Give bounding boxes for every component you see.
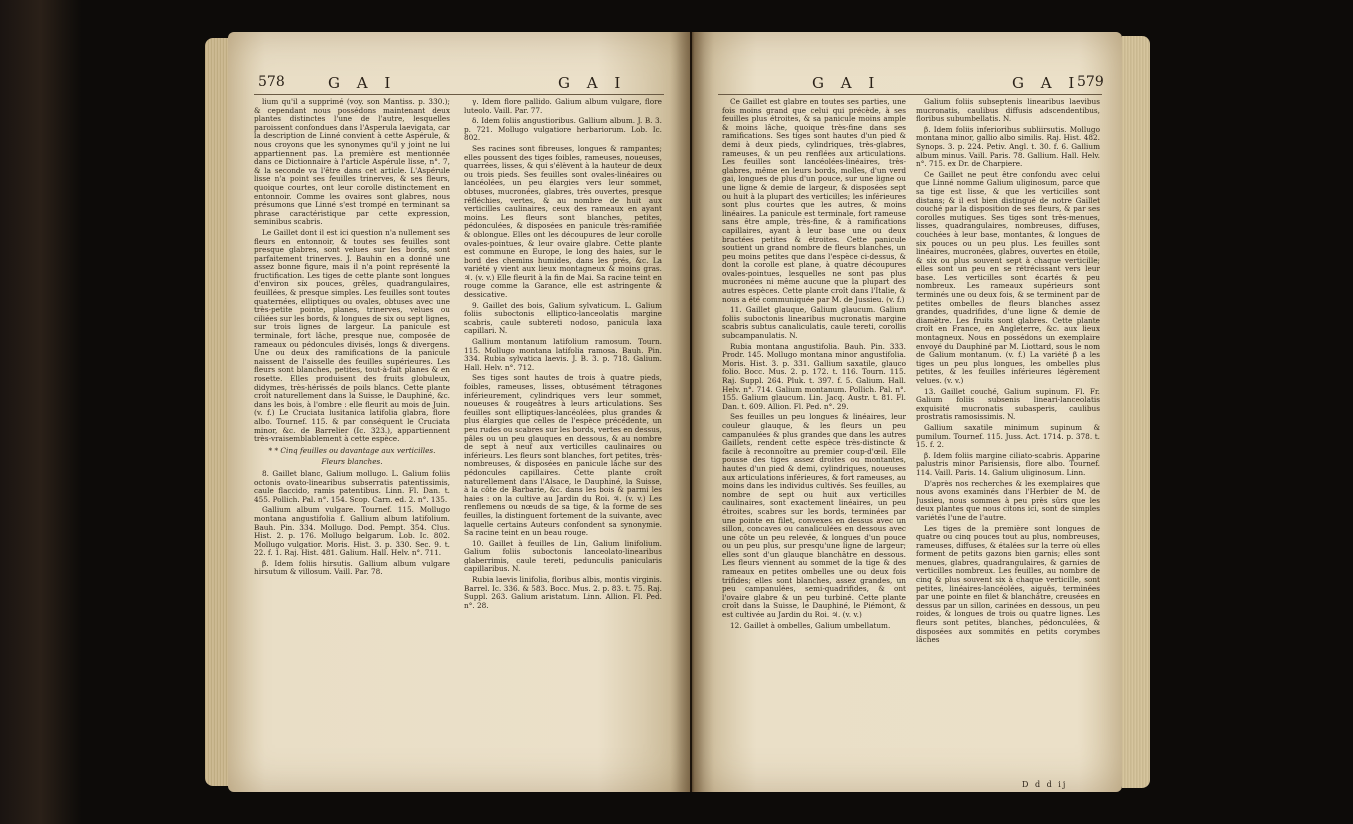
header-rule-left xyxy=(254,94,664,95)
paragraph: 8. Gaillet blanc, Galium mollugo. L. Galium foliis octonis ovato-linearibus subserratis patentissimis, caule flaccido, ramis patentibus. Linn. Fl. Dan. t. 455. Pollich. Pal. n°. 154. Scop. Carn. ed. 2. n°. 135. xyxy=(254,468,450,504)
section-heading: * * Cinq feuilles ou davantage aux verticilles. xyxy=(268,445,436,455)
header-rule-right xyxy=(718,94,1102,95)
paragraph: Ce Gaillet est glabre en toutes ses parties, une fois moins grand que celui qui précède, à ses feuilles plus étroites, & sa panicule moins ample & moins lâche, quoique très-fine dans ses ramifications. Ses tiges sont hautes d'un pied & demi à deux pieds, cylindriques, très-glabres, rameuses, & un peu renflées aux articulations. Les feuilles sont lancéolées-linéaires, très-glabres, même en leurs bords, molles, d'un verd gai, longues de plus d'un pouce, sur une ligne ou une ligne & demie de largeur, & disposées sept ou huit à la plupart des verticilles; les inférieures sont plus courtes que les autres, & moins linéaires. La panicule est terminale, fort rameuse sans être ample, très-fine, & à ramifications capillaires, ayant à leur base une ou deux bractées petites & étroites. Cette panicule soutient un grand nombre de fleurs blanches, un peu moins petites que dans l'espèce ci-dessus, & dont la corolle est plane, à quatre découpures ovales-pointues, lesquelles ne sont pas plus mucronées ni même aucune que la plupart des autres espèces. Cette plante croît dans l'Italie, & nous a été communiquée par M. de Jussieu. (v. f.) xyxy=(722,98,906,304)
paragraph: Le Gaillet dont il est ici question n'a nullement ses fleurs en entonnoir, & toutes ses feuilles sont presque glabres, sont velues sur les bords, sont parfaitement trinerves. J. Bauhin en a donné une assez bonne figure, mais il n'a point représenté la fructification. Les tiges de cette plante sont longues d'environ six pouces, grêles, quadrangulaires, feuillées, & presque simples. Les feuilles sont toutes quaternées, elliptiques ou ovales, obtuses avec une très-petite pointe, planes, trinerves, velues ou ciliées sur les bords, & longues de six ou sept lignes, sur trois lignes de largeur. La panicule est terminale, fort lâche, presque nue, composée de rameaux ou pédoncules divisés, longs & divergens. Une ou deux des ramifications de la panicule naissent de l'aisselle des feuilles supérieures. Les fleurs sont blanches, petites, tout-à-fait planes & en rosette. Elles produisent des fruits globuleux, didymes, très-hérissés de poils blancs. Cette plante croît naturellement dans la Suisse, le Dauphiné, &c. dans les bois, à l'ombre : elle fleurit au mois de Juin. (v. f.) Le Cruciata lusitanica latifolia glabra, flore albo. Tournef. 115. & par conséquent le Cruciata minor, &c. de Barrelier (Ic. 323.), appartiennent très-vraisemblablement à cette espèce. xyxy=(254,227,450,444)
book-gutter xyxy=(670,32,714,792)
paragraph: δ. Idem foliis angustioribus. Gallium album. J. B. 3. p. 721. Mollugo vulgatiore herbariorum. Lob. Ic. 802. xyxy=(464,116,662,143)
right-page-column-1 xyxy=(722,98,906,788)
left-page-column-1 xyxy=(254,98,450,788)
right-page-column-2 xyxy=(916,98,1100,778)
running-header-left-2: G A I xyxy=(558,74,627,92)
paragraph: 13. Gaillet couché, Galium supinum. Fl. Fr. Galium foliis subsenis lineari-lanceolatis exquisité mucronatis subasperis, caulibus prostratis ramosissimis. N. xyxy=(916,386,1100,422)
page-stack-left xyxy=(205,38,229,786)
paragraph: β. Idem foliis hirsutis. Gallium album vulgare hirsutum & villosum. Vaill. Par. 78. xyxy=(254,558,450,577)
page-number-right: 579 xyxy=(1077,74,1104,90)
left-page-column-2 xyxy=(464,98,662,788)
paragraph: 12. Gaillet à ombelles, Galium umbellatum. xyxy=(730,620,891,630)
paragraph: β. Idem foliis inferioribus subliirsutis. Mollugo montana minor, gallio albo similis. Raj. Hist. 482. Synops. 3. p. 224. Petiv. Angl. t. 30. f. 6. Gallium album minus. Vaill. Paris. 78. Gallium. Hall. Helv. n°. 715. ex Dr. de Charpiere. xyxy=(916,124,1100,169)
paragraph: Ses feuilles un peu longues & linéaires, leur couleur glauque, & les fleurs un peu campanulées & plus grandes que dans les autres Gaillets, rendent cette espèce très-distincte & facile à reconnoître au premier coup-d'œil. Elle pousse des tiges assez droites ou montantes, hautes d'un pied & demi, cylindriques, noueuses aux articulations inférieures, & fort rameuses, au moins dans les individus cultivés. Ses feuilles, au nombre de sept ou huit aux verticilles caulinaires, sont exactement linéaires, un peu étroites, scabres sur les bords, terminées par une pointe en filet, convexes en dessus avec un sillon, concaves ou canaliculées en dessous avec une côte un peu relevée, & longues d'un pouce ou un peu plus, sur presqu'une ligne de largeur; elles sont d'un glauque blanchâtre en dessous. Les fleurs viennent au sommet de la tige & des rameaux en petites ombelles une ou deux fois trifides; elles sont blanches, assez grandes, un peu campanulées, semi-quadrifides, & ont l'ovaire glabre & un peu turbiné. Cette plante croît dans la Suisse, le Dauphiné, le Piémont, & est cultivée au Jardin du Roi. ♃. (v. v.) xyxy=(722,412,906,620)
paragraph: β. Idem foliis margine ciliato-scabris. Apparine palustris minor Parisiensis, flore albo. Tournef. 114. Vaill. Paris. 14. Galium uliginosum. Linn. xyxy=(916,450,1100,477)
running-header-left-1: G A I xyxy=(328,74,397,92)
signature-mark: D d d ij xyxy=(1022,780,1068,789)
paragraph: 11. Gaillet glauque, Galium glaucum. Galium foliis suboctonis linearibus mucronatis margine scabris subtus canaliculatis, caule tereti, corollis subcampanulatis. N. xyxy=(722,305,906,341)
paragraph: Gallium saxatile minimum supinum & pumilum. Tournef. 115. Juss. Act. 1714. p. 378. t. 15. f. 2. xyxy=(916,422,1100,450)
paragraph: Les tiges de la première sont longues de quatre ou cinq pouces tout au plus, nombreuses, rameuses, diffuses, & étalées sur la terre où elles forment de petits gazons bien garnis; elles sont menues, glabres, quadrangulaires, & garnies de verticilles nombreux. Les feuilles, au nombre de cinq & plus souvent six à chaque verticille, sont petites, linéaires-lancéolées, aiguës, terminées par une pointe en filet & blanchâtre, creusées en dessus par un sillon, carinées en dessous, un peu roides, & longues de trois ou quatre lignes. Les fleurs sont petites, blanches, pédonculées, & disposées aux sommités en petits corymbes lâches xyxy=(916,523,1100,645)
paragraph: lium qu'il a supprimé (voy. son Mantiss. p. 330.); & cependant nous possédons maintenant deux plantes distinctes l'une de l'autre, lesquelles paroissent confondues dans l'Asperula laevigata, car la description de Linné convient à cette Aspérule, & nous croyons que les synonymes qu'il y joint ne lui appartiennent pas. La première est mentionnée dans ce Dictionnaire à l'article Aspérule lisse, n°. 7, & la seconde va l'être dans cet article. L'Aspérule lisse n'a point ses feuilles trinerves, & ses fleurs, quoique courtes, ont leur corolle distinctement en entonnoir. Comme les ovaires sont glabres, nous présumons que Linné s'est trompé en terminant sa phrase caractéristique par cette expression, seminibus scabris. xyxy=(254,98,450,227)
paragraph: 9. Gaillet des bois, Galium sylvaticum. L. Galium foliis suboctonis elliptico-lanceolatis margine scabris, caule subtereti nodoso, panicula laxa capillari. N. xyxy=(464,300,662,336)
paragraph: Gallium montanum latifolium ramosum. Tourn. 115. Mollugo montana latifolia ramosa. Bauh. Pin. 334. Rubia sylvatica laevis. J. B. 3. p. 718. Galium. Hall. Helv. n°. 712. xyxy=(464,337,662,372)
paragraph: Galium foliis subseptenis linearibus laevibus mucronatis, caulibus diffusis adscendentibus, floribus subumbellatis. N. xyxy=(916,98,1100,124)
paragraph: γ. Idem flore pallido. Galium album vulgare, flore luteolo. Vaill. Par. 77. xyxy=(464,98,662,115)
paragraph: Ses tiges sont hautes de trois à quatre pieds, foibles, rameuses, lisses, obtusément tétragones inférieurement, cylindriques vers leur sommet, noueuses & rougeâtres à leurs articulations. Ses feuilles sont elliptiques-lancéolées, plus grandes & plus élargies que celles de l'espèce précédente, un peu rudes ou scabres sur les bords, vertes en dessus, pâles ou un peu glauques en dessous, & au nombre de sept à neuf aux verticilles caulinaires ou inférieurs. Les fleurs sont blanches, fort petites, très-nombreuses, & disposées en panicule lâche sur des pédoncules capillaires. Cette plante croît naturellement dans l'Alsace, le Dauphiné, la Suisse, à la côte de Barbarie, &c. dans les bois & parmi les haies : on la cultive au Jardin du Roi. ♃. (v. v.) Les renflemens ou nœuds de sa tige, & la forme de ses feuilles, la distinguent fortement de la suivante, avec laquelle certains Auteurs confondent sa synonymie. Sa racine teint en un beau rouge. xyxy=(464,373,662,538)
paragraph: 10. Gaillet à feuilles de Lin, Galium linifolium. Galium foliis suboctonis lanceolato-linearibus glaberrimis, caule tereti, pedunculis panicularis capillaribus. N. xyxy=(464,538,662,574)
paragraph: D'après nos recherches & les exemplaires que nous avons examinés dans l'Herbier de M. de Jussieu, nous sommes à peu près sûrs que les deux plantes que nous citons ici, sont de simples variétés l'une de l'autre. xyxy=(916,478,1100,522)
subsection-heading: Fleurs blanches. xyxy=(321,457,383,467)
page-stack-right xyxy=(1122,36,1150,788)
page-number-left: 578 xyxy=(258,74,285,90)
running-header-right-2: G A I xyxy=(1012,74,1081,92)
paragraph: Ses racines sont fibreuses, longues & rampantes; elles poussent des tiges foibles, rameuses, noueuses, quarrées, lisses, & qui s'élèvent à la hauteur de deux ou trois pieds. Ses feuilles sont ovales-linéaires ou lancéolées, un peu élargies vers leur sommet, obtuses, mucronées, glabres, très ouvertes, presque réfléchies, vertes, & au nombre de huit aux verticilles caulinaires, ceux des rameaux en ayant moins. Les fleurs sont blanches, petites, pédonculées, & disposées en panicule très-ramifiée & oblongue. Elles ont les découpures de leur corolle ovales-pointues, & leur ovaire glabre. Cette plante est commune en Europe, le long des haies, sur le bord des chemins humides, dans les prés, &c. La variété γ vient aux lieux montagneux & moins gras. ♃. (v. v.) Elle fleurit à la fin de Mai. Sa racine teint en rouge comme la Garance, elle est astringente & dessicative. xyxy=(464,143,662,300)
paragraph: Gallium album vulgare. Tournef. 115. Mollugo montana angustifolia f. Gallium album latifolium. Bauh. Pin. 334. Mollugo. Dod. Pempt. 354. Clus. Hist. 2. p. 176. Mollugo belgarum. Lob. Ic. 802. Mollugo vulgatior. Moris. Hist. 3. p. 330. Sec. 9. t. 22. f. 1. Raj. Hist. 481. Galium. Hall. Helv. n°. 711. xyxy=(254,505,450,558)
right-page xyxy=(692,32,1122,792)
paragraph: Rubia montana angustifolia. Bauh. Pin. 333. Prodr. 145. Mollugo montana minor angustifolia. Moris. Hist. 3. p. 331. Gallium saxatile, glauco folio. Bocc. Mus. 2. p. 172. t. 116. Tourn. 115. Raj. Suppl. 264. Pluk. t. 397. f. 5. Galium. Hall. Helv. n°. 714. Galium montanum. Pollich. Pal. n°. 155. Galium glaucum. Lin. Jacq. Austr. t. 81. Fl. Dan. t. 609. Allion. Fl. Ped. n°. 29. xyxy=(722,341,906,411)
paragraph: Rubia laevis linifolia, floribus albis, montis virginis. Barrel. Ic. 336. & 583. Bocc. Mus. 2. p. 83. t. 75. Raj. Suppl. 263. Galium aristatum. Linn. Allion. Fl. Ped. n°. 28. xyxy=(464,575,662,610)
paragraph: Ce Gaillet ne peut être confondu avec celui que Linné nomme Galium uliginosum, parce que sa tige est lisse, & que les verticilles sont distans; & il est bien distingué de notre Gaillet couché par la disposition de ses fleurs, & par ses corolles mutiques. Ses tiges sont très-menues, lisses, quadrangulaires, nombreuses, diffuses, couchées à leur base, montantes, & longues de six pouces ou un peu plus. Les feuilles sont linéaires, mucronées, glabres, ouvertes en étoile, & six ou plus souvent sept à chaque verticille; elles sont un peu en se rétrécissant vers leur base. Les verticilles sont écartés & peu nombreux. Les rameaux supérieurs sont terminés une ou deux fois, & se terminent par de petites ombelles de fleurs blanches assez grandes, quadrifides, d'une ligne & demie de diamètre. Les fruits sont glabres. Cette plante croît en France, en Angleterre, &c. aux lieux montagneux. Nous en possédons un exemplaire envoyé du Dauphiné par M. Liottard, sous le nom de Galium montanum. (v. f.) La variété β a les tiges un peu plus longues, les ombelles plus petites, & les feuilles inférieures légèrement velues. (v. v.) xyxy=(916,169,1100,385)
running-header-right-1: G A I xyxy=(812,74,881,92)
left-page xyxy=(228,32,690,792)
